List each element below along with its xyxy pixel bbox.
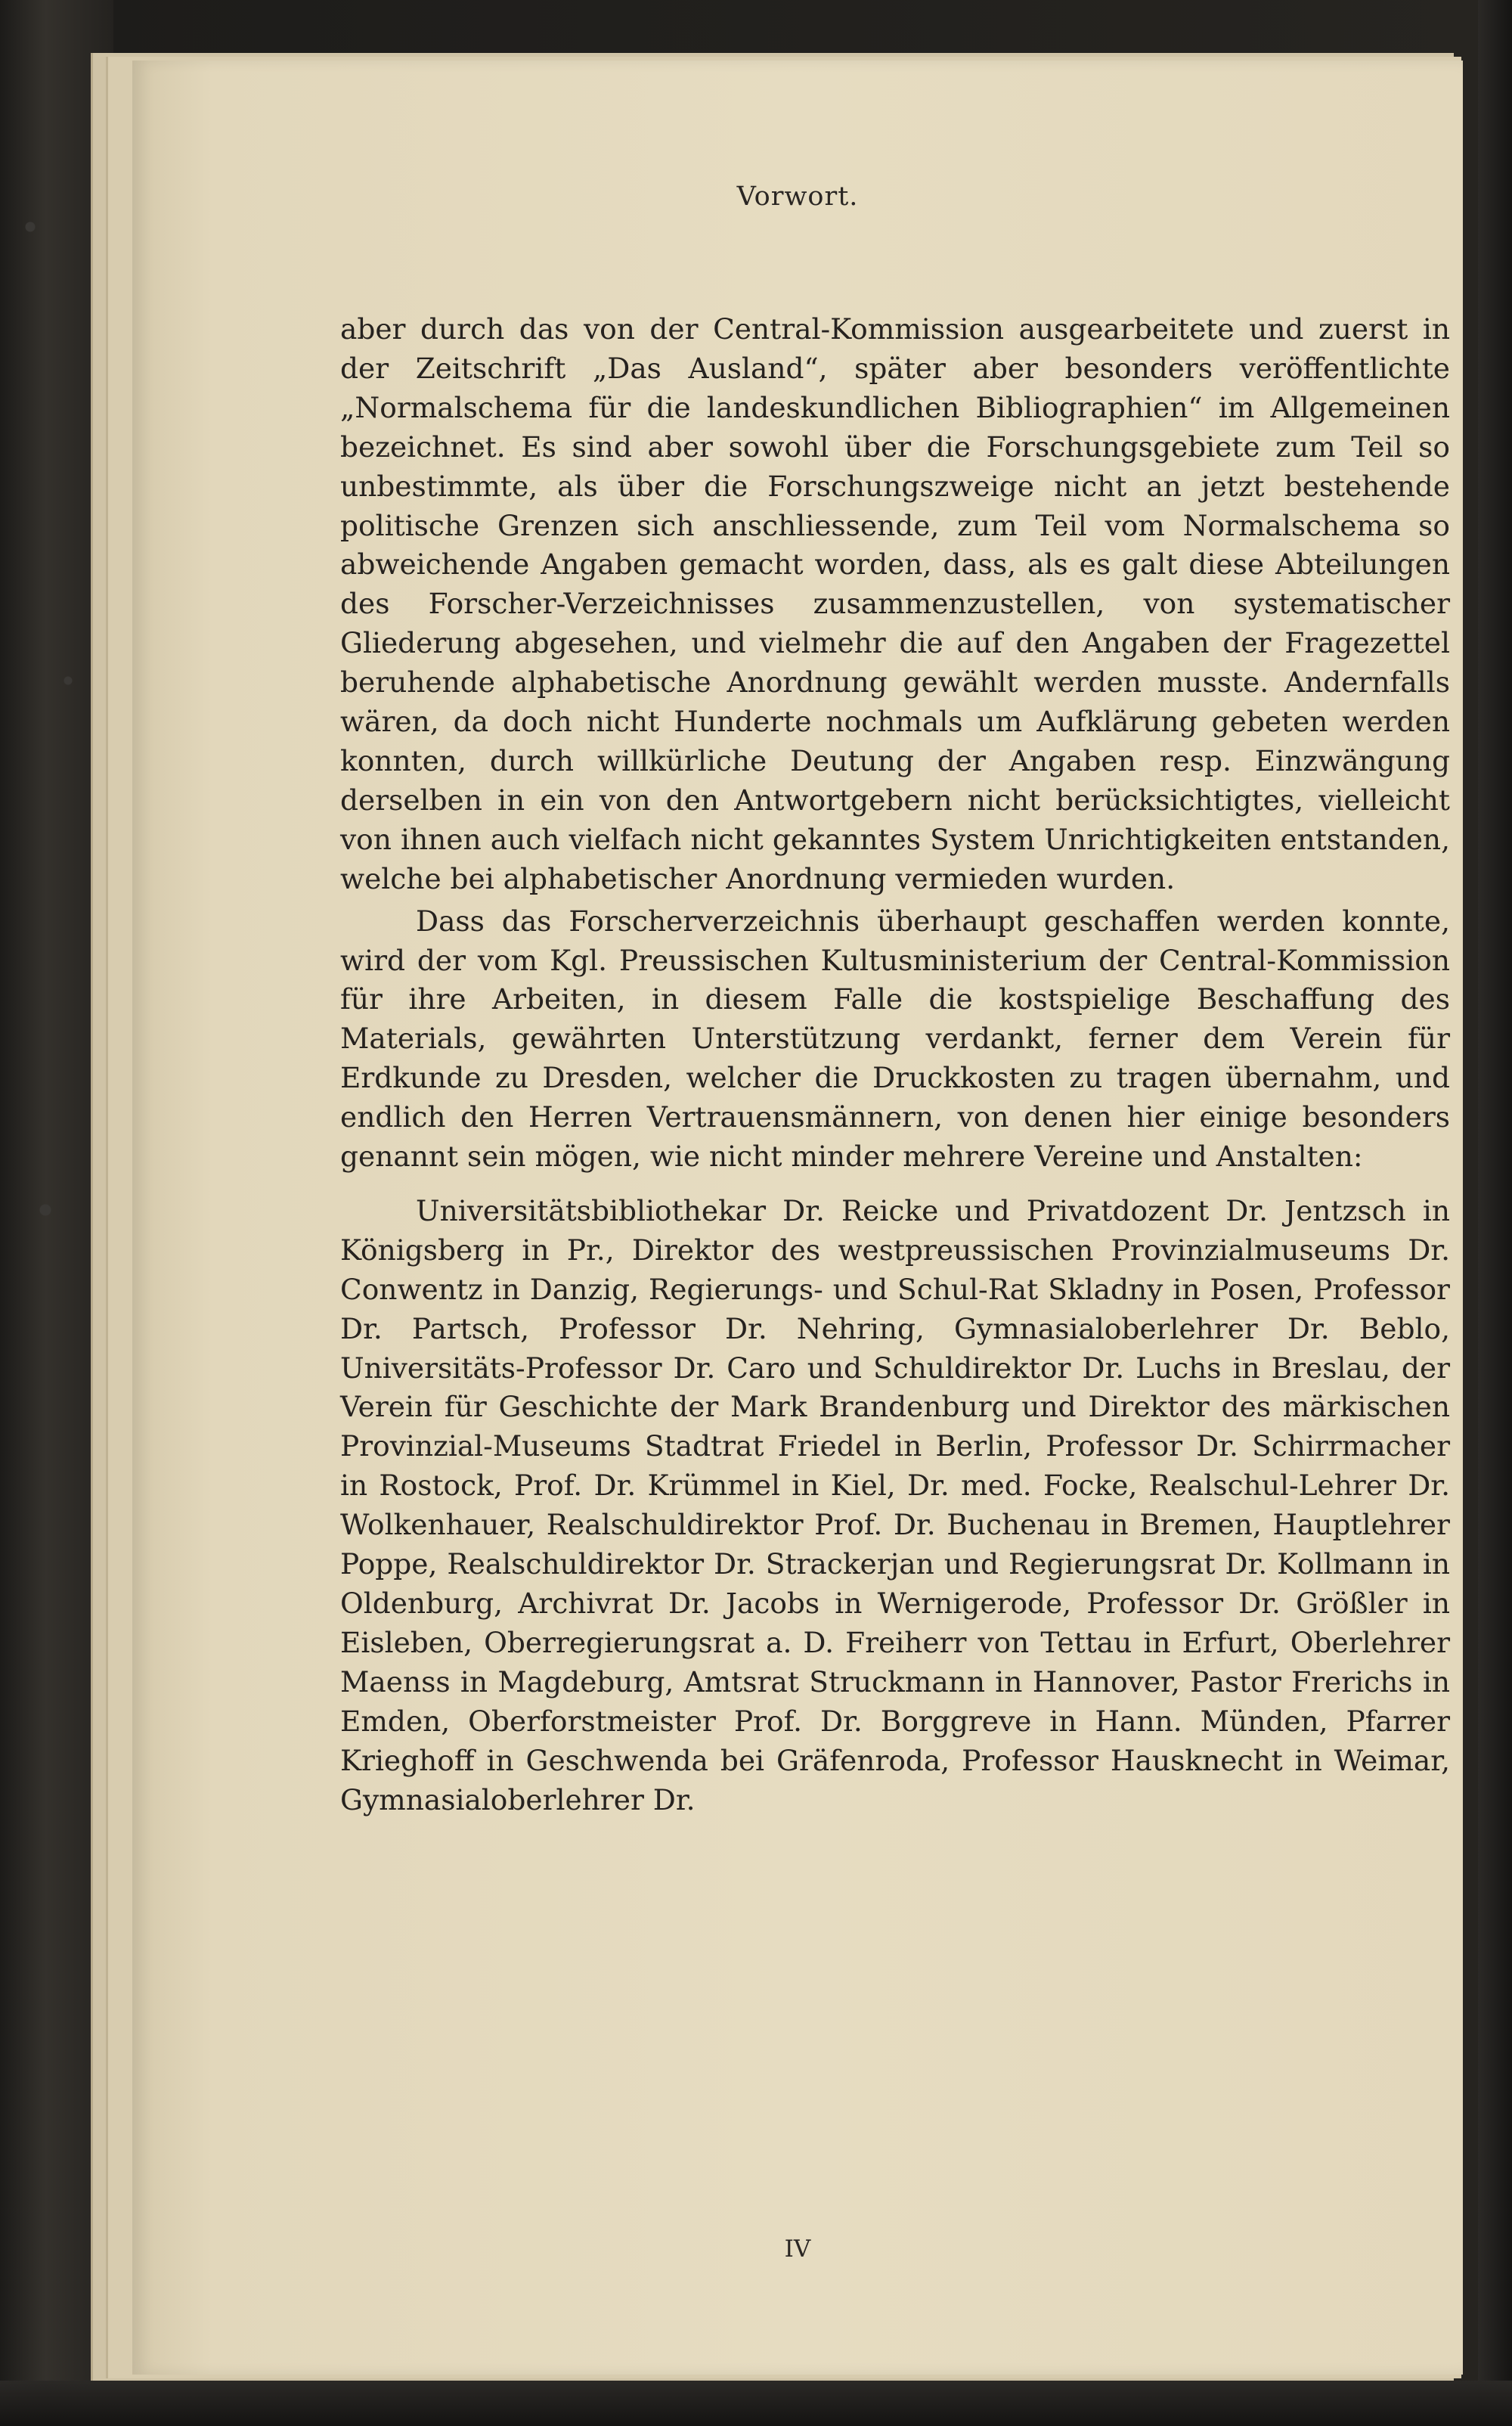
paragraph-2: Dass das Forscherverzeichnis überhaupt geschaffen werden konnte, wird der vom Kgl. Preussischen Kultusministerium der Central-Kommission für ihre Arbeiten, in diesem Falle die kostspielige Beschaffung des Materials, gewährten Unterstützung verdankt, ferner dem Verein für Erdkunde zu Dresden, welcher die Druckkosten zu tragen übernahm, und endlich den Herren Vertrauensmännern, von denen hier einige besonders genannt sein mögen, wie nicht minder mehrere Vereine und Anstalten: (340, 904, 1450, 1174)
bottom-scan-edge (0, 2381, 1512, 2426)
book-page (132, 60, 1463, 2375)
right-scan-edge (1478, 0, 1512, 2426)
paragraph-3: Universitätsbibliothekar Dr. Reicke und Privatdozent Dr. Jentzsch in Königsberg in Pr., Direktor des westpreussischen Provinzialmuseums Dr. Conwentz in Danzig, Regierungs- und Schul-Rat Skladny in Posen, Professor Dr. Partsch, Professor Dr. Nehring, Gymnasialoberlehrer Dr. Beblo, Universitäts-Professor Dr. Caro und Schuldirektor Dr. Luchs in Breslau, der Verein für Geschichte der Mark Brandenburg und Direktor des märkischen Provinzial-Museums Stadtrat Friedel in Berlin, Professor Dr. Schirrmacher in Rostock, Prof. Dr. Krümmel in Kiel, Dr. med. Focke, Realschul-Lehrer Dr. Wolkenhauer, Realschuldirektor Prof. Dr. Buchenau in Bremen, Hauptlehrer Poppe, Realschuldirektor Dr. Strackerjan und Regierungsrat Dr. Kollmann in Oldenburg, Archivrat Dr. Jacobs in Wernigerode, Professor Dr. Größler in Eisleben, Oberregierungsrat a. D. Freiherr von Tettau in Erfurt, Oberlehrer Maenss in Magdeburg, Amtsrat Struckmann in Hannover, Pastor Frerichs in Emden, Oberforstmeister Prof. Dr. Borggreve in Hann. Münden, Pfarrer Krieghoff in Geschwenda bei Gräfenroda, Professor Hausknecht in Weimar, Gymnasialoberlehrer Dr. (340, 1193, 1450, 1816)
body-text (340, 310, 1450, 1820)
running-head: Vorwort. (736, 181, 859, 212)
paragraph-1: aber durch das von der Central-Kommission ausgearbeitete und zuerst in der Zeitschrift „Das Ausland“, später aber besonders veröffentlichte „Normalschema für die landeskundlichen Bibliographien“ im Allgemeinen bezeichnet. Es sind aber sowohl über die Forschungsgebiete zum Teil so unbestimmte, als über die Forschungszweige nicht an jetzt bestehende politische Grenzen sich anschliessende, zum Teil vom Normalschema so abweichende Angaben gemacht worden, dass, als es galt diese Abteilungen des Forscher-Verzeichnisses zusammenzustellen, von systematischer Gliederung abgesehen, und vielmehr die auf den Angaben der Fragezettel beruhende alphabetische Anordnung gewählt werden musste. Andernfalls wären, da doch nicht Hunderte nochmals um Aufklärung gebeten werden konnten, durch willkürliche Deutung der Angaben resp. Einzwängung derselben in ein von den Antwortgebern nicht berücksichtigtes, vielleicht von ihnen auch vielfach nicht gekanntes System Unrichtigkeiten entstanden, welche bei alphabetischer Anordnung vermieden wurden. (340, 312, 1450, 895)
page-number: IV (784, 2235, 811, 2263)
